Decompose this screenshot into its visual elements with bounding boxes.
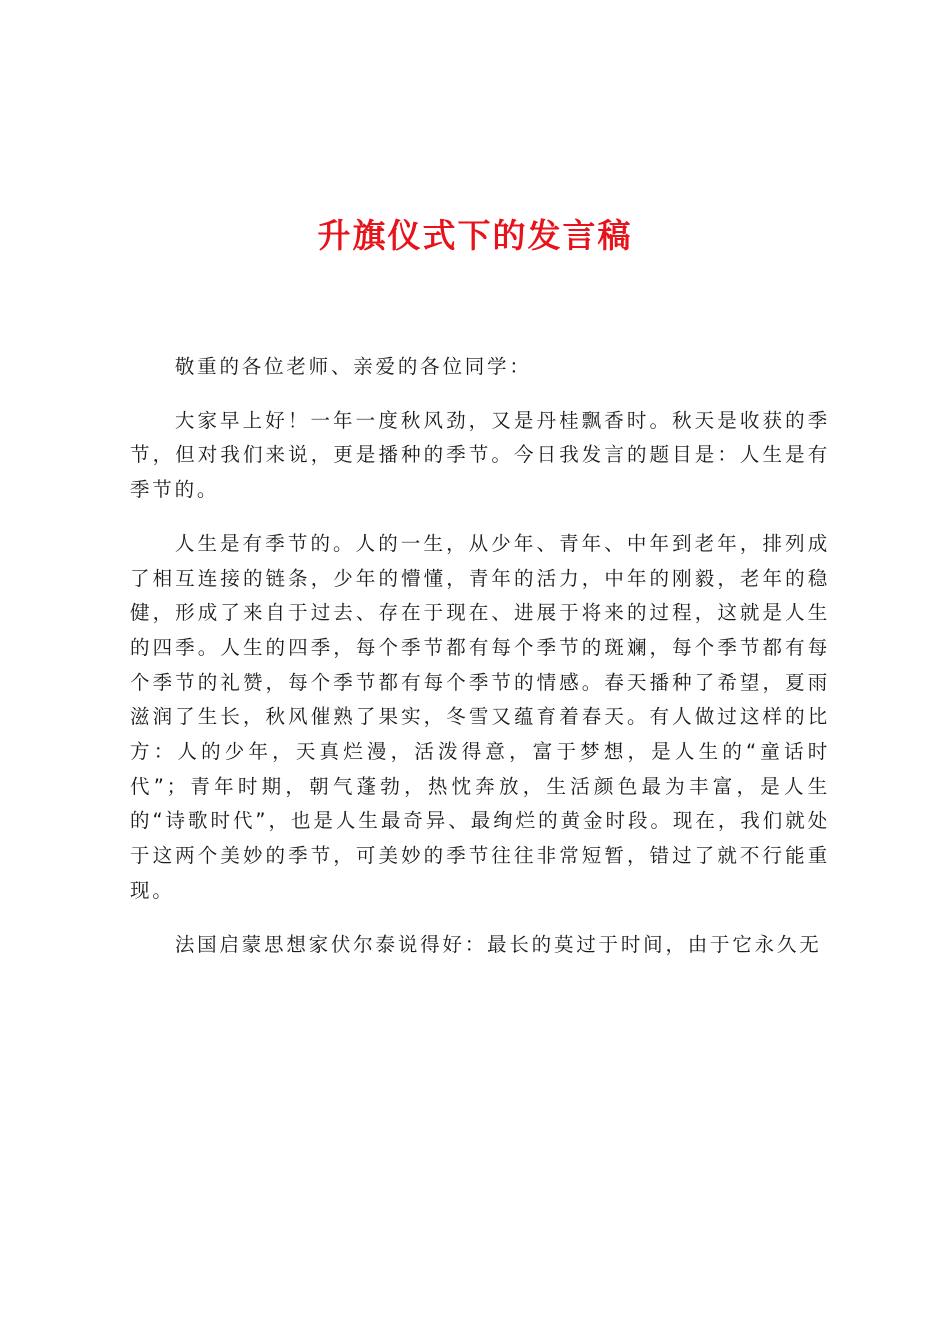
- document-title: 升旗仪式下的发言稿: [317, 216, 633, 255]
- body-paragraph: 大家早上好！一年一度秋风劲，又是丹桂飘香时。秋天是收获的季节，但对我们来说，更是播种的季节。今日我发言的题目是：人生是有季节的。: [130, 408, 830, 502]
- body-paragraph: 人生是有季节的。人的一生，从少年、青年、中年到老年，排列成了相互连接的链条，少年的懵懂，青年的活力，中年的刚毅，老年的稳健，形成了来自于过去、存在于现在、进展于将来的过程，这就是人生的四季。人生的四季，每个季节都有每个季节的斑斓，每个季节都有每个季节的礼赞，每个季节都有每个季节的情感。春天播种了希望，夏雨滋润了生长，秋风催熟了果实，冬雪又蕴育着春天。有人做过这样的比方：人的少年，天真烂漫，活泼得意，富于梦想，是人生的“童话时代”；青年时期，朝气蓬勃，热忱奔放，生活颜色最为丰富，是人生的“诗歌时代”，也是人生最奇异、最绚烂的黄金时段。现在，我们就处于这两个美妙的季节，可美妙的季节往往非常短暂，错过了就不行能重现。: [130, 531, 830, 902]
- document-body: [130, 350, 830, 981]
- body-paragraph: 法国启蒙思想家伏尔泰说得好：最长的莫过于时间，由于它永久无: [174, 932, 822, 956]
- greeting-paragraph: 敬重的各位老师、亲爱的各位同学：: [174, 355, 532, 378]
